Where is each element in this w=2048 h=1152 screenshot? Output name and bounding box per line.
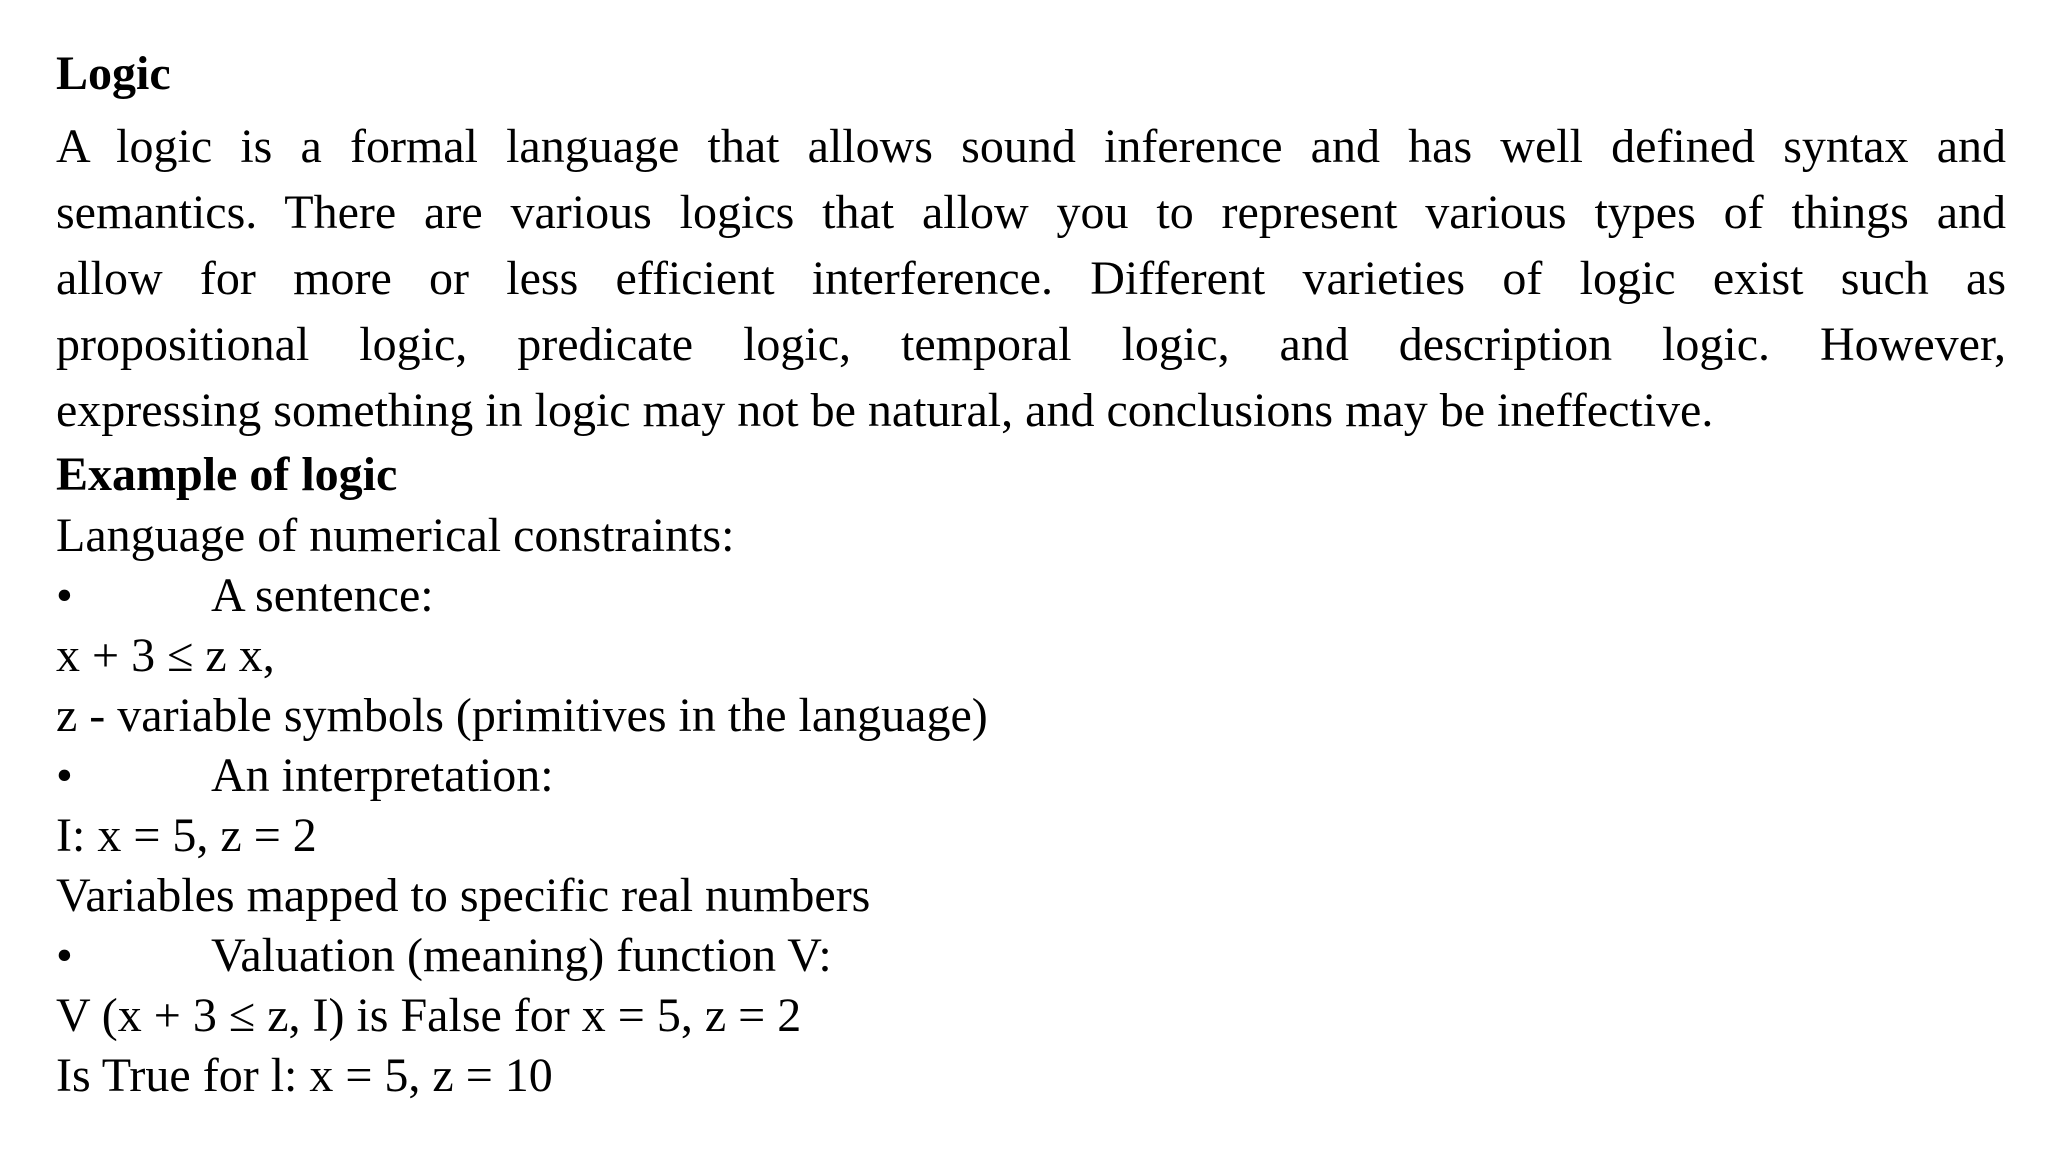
bullet-item-sentence [56,566,2006,626]
example-heading: Example of logic [56,448,398,501]
sentence-note: z - variable symbols (primitives in the language) [56,689,988,742]
paragraph-line: A logic is a formal language that allows sound inference and has well defined syntax and [56,120,2006,173]
document-title: Logic [56,47,171,100]
bullet-icon: • [56,569,73,622]
sentence-expression: x + 3 ≤ z x, [56,629,275,682]
document-page [56,44,2006,1106]
bullet-icon: • [56,929,73,982]
paragraph-line: expressing something in logic may not be natural, and conclusions may be ineffective. [56,384,1714,437]
intro-paragraph [56,114,2006,444]
bullet-label: A sentence: [211,569,434,622]
interpretation-note: Variables mapped to specific real numbers [56,869,871,922]
language-line: Language of numerical constraints: [56,509,735,562]
bullet-label: Valuation (meaning) function V: [211,929,832,982]
paragraph-line: propositional logic, predicate logic, temporal logic, and description logic. However, [56,318,2006,371]
interpretation-expression: I: x = 5, z = 2 [56,809,317,862]
paragraph-line: allow for more or less efficient interference. Different varieties of logic exist such as [56,252,2006,305]
paragraph-line: semantics. There are various logics that allow you to represent various types of things and [56,186,2006,239]
bullet-icon: • [56,749,73,802]
bullet-item-interpretation [56,746,2006,806]
bullet-item-valuation [56,926,2006,986]
valuation-false-line: V (x + 3 ≤ z, I) is False for x = 5, z = 2 [56,989,802,1042]
bullet-label: An interpretation: [211,749,554,802]
valuation-true-line: Is True for l: x = 5, z = 10 [56,1049,553,1102]
